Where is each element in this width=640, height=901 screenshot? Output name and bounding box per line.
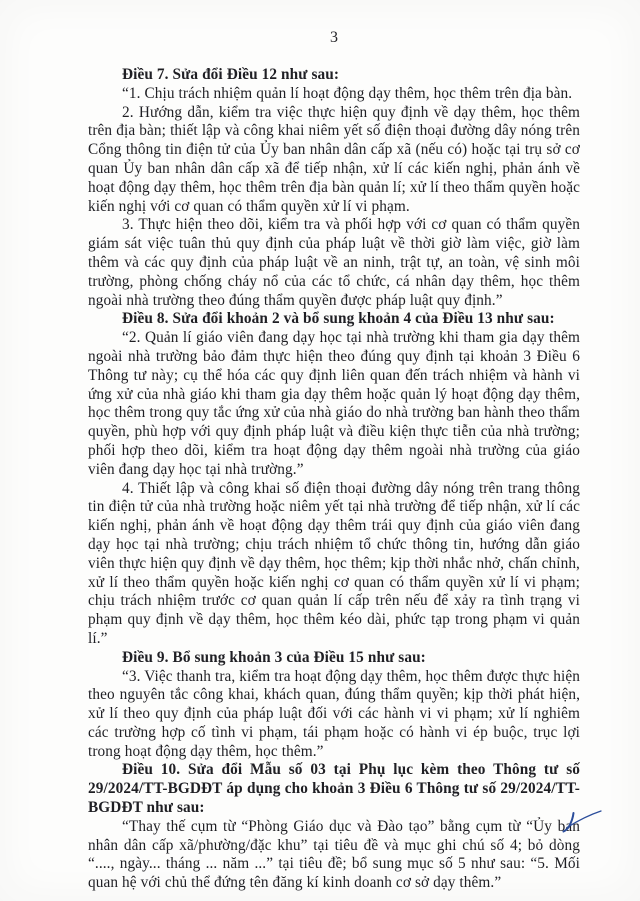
body-paragraph: 3. Thực hiện theo dõi, kiểm tra và phối hợp với cơ quan có thẩm quyền giám sát việc tuân thủ quy định của pháp luật về thời giờ làm việc, giờ làm thêm và các quy định của pháp luật về an ninh, trật tự, an toàn, vệ sinh môi trường, phòng chống cháy nổ của các tổ chức, cá nhân dạy thêm, học thêm ngoài nhà trường theo đúng thẩm quyền được pháp luật quy định.” — [88, 216, 580, 309]
body-paragraph: “3. Việc thanh tra, kiểm tra hoạt động dạy thêm, học thêm được thực hiện theo nguyên tắc công khai, khách quan, đúng thẩm quyền; kịp thời phát hiện, xử lí theo quy định của pháp luật đối với các hành vi vi phạm; xử lí nghiêm các trường hợp cố tình vi phạm, tái phạm hoặc có hành vi ép buộc, trục lợi trong hoạt động dạy thêm, học thêm.” — [88, 667, 580, 760]
article-heading: Điều 7. Sửa đổi Điều 12 như sau: — [122, 66, 340, 83]
article-heading: Điều 10. Sửa đổi Mẫu số 03 tại Phụ lục kèm theo Thông tư số 29/2024/TT-BGDĐT áp dụng cho khoản 3 Điều 6 Thông tư số 29/2024/TT-BGDĐT như sau: — [88, 761, 580, 817]
document-body — [88, 66, 580, 893]
article-heading: Điều 9. Bổ sung khoản 3 của Điều 15 như sau: — [122, 648, 426, 666]
body-paragraph: “Thay thế cụm từ “Phòng Giáo dục và Đào tạo” bằng cụm từ “Ủy ban nhân dân cấp xã/phường/đặc khu” tại tiêu đề và mục ghi chú số 4; bỏ dòng “...., ngày... tháng ... năm ...” tại tiêu đề; bổ sung mục số 5 như sau: “5. Mối quan hệ với chủ thể đứng tên đăng kí kinh doanh cơ sở dạy thêm.” — [88, 817, 580, 892]
article-heading: Điều 8. Sửa đổi khoản 2 và bổ sung khoản 4 của Điều 13 như sau: — [122, 310, 555, 328]
pen-mark-annotation — [548, 804, 618, 846]
page-number: 3 — [330, 29, 338, 46]
body-paragraph: “1. Chịu trách nhiệm quản lí hoạt động dạy thêm, học thêm trên địa bàn. — [122, 84, 573, 102]
body-paragraph: 2. Hướng dẫn, kiểm tra việc thực hiện quy định về dạy thêm, học thêm trên địa bàn; thiết lập và công khai niêm yết số điện thoại đường dây nóng trên Cổng thông tin điện tử của Ủy ban nhân dân cấp xã (nếu có) hoặc tại trụ sở cơ quan Ủy ban nhân dân cấp xã để tiếp nhận, xử lí các kiến nghị, phản ánh về hoạt động dạy thêm, học thêm trên địa bàn quản lí; xử lí theo thẩm quyền hoặc kiến nghị với cơ quan có thẩm quyền xử lí vi phạm. — [88, 103, 580, 215]
body-paragraph: “2. Quản lí giáo viên đang dạy học tại nhà trường khi tham gia dạy thêm ngoài nhà trường bảo đảm thực hiện theo đúng quy định tại khoản 3 Điều 6 Thông tư này; cụ thể hóa các quy định liên quan đến trách nhiệm và hành vi ứng xử của nhà giáo khi tham gia dạy thêm hoặc quản lý hoạt động dạy thêm, học thêm trong quy tắc ứng xử của nhà giáo do nhà trường ban hành theo thẩm quyền, phù hợp với quy định pháp luật và điều kiện thực tiễn của nhà trường; phối hợp theo dõi, kiểm tra hoạt động dạy thêm ngoài nhà trường của giáo viên đang dạy học tại nhà trường.” — [88, 329, 580, 478]
body-paragraph: 4. Thiết lập và công khai số điện thoại đường dây nóng trên trang thông tin điện tử của nhà trường hoặc niêm yết tại nhà trường để tiếp nhận, xử lí các kiến nghị, phản ánh về hoạt động dạy thêm trái quy định của giáo viên đang dạy học tại nhà trường; chịu trách nhiệm tổ chức thông tin, hướng dẫn giáo viên thực hiện quy định về dạy thêm, học thêm; kịp thời nhắc nhở, chấn chỉnh, xử lí theo thẩm quyền hoặc kiến nghị cơ quan có thẩm quyền xử lí vi phạm; chịu trách nhiệm trước cơ quan quản lí cấp trên nếu để xảy ra tình trạng vi phạm quy định về dạy thêm, học thêm kéo dài, phức tạp trong phạm vi quản lí.” — [88, 479, 580, 647]
pen-stroke-hook-icon — [564, 813, 574, 832]
